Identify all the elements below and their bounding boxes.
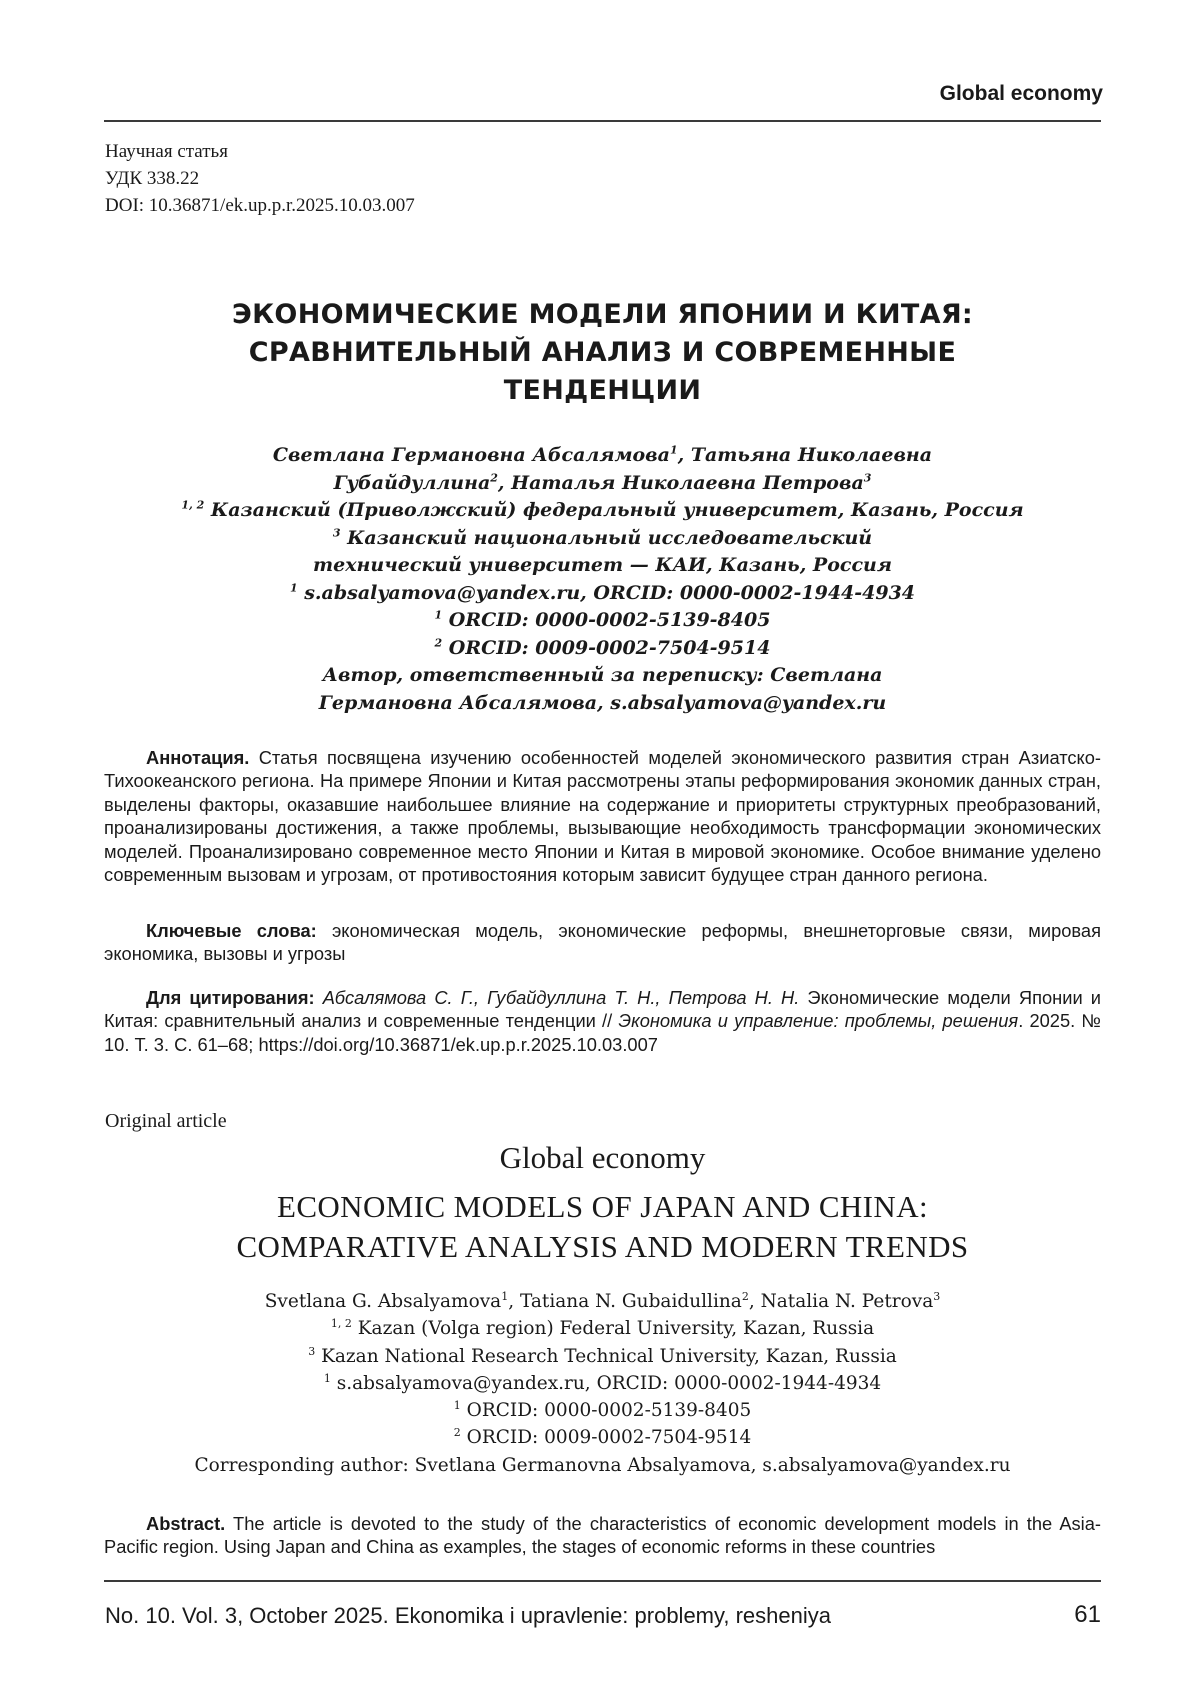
author-3-name-en: Natalia N. Petrova	[760, 1291, 934, 1312]
author-separator: ,	[677, 444, 691, 466]
citation-russian	[104, 986, 1101, 1056]
udk-code: УДК 338.22	[105, 168, 200, 189]
contact-3-sup: 2	[434, 636, 443, 650]
abstract-russian	[104, 746, 1101, 886]
running-header-section: Global economy	[939, 82, 1103, 105]
author-2-name-en: Tatiana N. Gubaidullina	[519, 1291, 742, 1312]
contact-2-text-en: ORCID: 0000-0002-5139-8405	[460, 1400, 752, 1422]
original-article-label: Original article	[105, 1110, 227, 1132]
affiliation-2-text: Казанский национальный исследовательский	[340, 526, 873, 549]
article-type: Научная статья	[105, 141, 228, 162]
footer-divider	[104, 1580, 1101, 1582]
section-english: Global economy	[499, 1140, 706, 1175]
title-en-line-2: COMPARATIVE ANALYSIS AND MODERN TRENDS	[236, 1229, 969, 1264]
abstract-en-label: Abstract.	[146, 1513, 226, 1534]
contact-2-sup-en: 1	[453, 1399, 461, 1413]
contact-3	[104, 635, 1101, 663]
cite-rest: . 2025. № 10. Т. 3. С. 61–68; https://doi.org/10.36871/ek.up.p.r.2025.10.03.007	[104, 1010, 1101, 1055]
authors-russian	[104, 442, 1101, 717]
cite-title: Экономические модели Японии и Китая: сравнительный анализ и современные тенденции //	[104, 987, 1101, 1032]
title-ru-line-3: ТЕНДЕНЦИИ	[503, 375, 702, 406]
keywords-ru-text: экономическая модель, экономические реформы, внешнеторговые связи, мировая экономика, вызовы и угрозы	[104, 920, 1101, 965]
affiliation-2-line-2: технический университет — КАИ, Казань, Россия	[313, 554, 892, 576]
authors-ru-line-1	[104, 442, 1101, 470]
contact-2-sup: 1	[434, 608, 443, 622]
contact-3-text: ORCID: 0009-0002-7504-9514	[442, 636, 771, 659]
contact-2-text: ORCID: 0000-0002-5139-8405	[442, 609, 771, 631]
header-divider	[104, 120, 1101, 122]
abstract-ru-text: Статья посвящена изучению особенностей моделей экономического развития стран Азиатско-Тихоокеанского региона. На примере Японии и Китая рассмотрены этапы реформирования экономик данных стран, выделены факторы, оказавшие наибольшее влияние на содержание и приоритеты структурных преобразований, проанализированы достижения, а также проблемы, вызывающие необходимость трансформации экономических моделей. Проанализировано современное место Японии и Китая в мировой экономике. Особое внимание уделено современным вызовам и угрозам, от противостояния которым зависит будущее стран данного региона.	[104, 747, 1101, 886]
affiliation-1-text-en: Kazan (Volga region) Federal University, Kazan, Russia	[351, 1318, 875, 1340]
title-russian	[104, 296, 1101, 410]
abstract-ru-label: Аннотация.	[146, 747, 250, 768]
cite-authors: Абсалямова С. Г., Губайдуллина Т. Н., Петрова Н. Н.	[314, 987, 800, 1008]
affiliation-2-en	[104, 1343, 1101, 1370]
author-separator-en: ,	[748, 1291, 761, 1312]
author-2-sup: 2	[490, 471, 498, 485]
author-2-sup-en: 2	[741, 1289, 749, 1303]
contact-3-text-en: ORCID: 0009-0002-7504-9514	[460, 1427, 752, 1449]
author-2-name-part1: Татьяна Николаевна	[690, 444, 933, 466]
author-2-name-part2: Губайдуллина	[333, 471, 491, 494]
corresponding-author-line-2: Германовна Абсалямова, s.absalyamova@yandex.ru	[318, 691, 887, 714]
contact-1	[104, 580, 1101, 608]
corresponding-author-en: Corresponding author: Svetlana Germanovna Absalyamova, s.absalyamova@yandex.ru	[194, 1454, 1011, 1476]
author-1-sup: 1	[669, 443, 678, 457]
author-1-name: Светлана Германовна Абсалямова	[272, 444, 670, 466]
contact-1-text: s.absalyamova@yandex.ru, ORCID: 0000-0002-1944-4934	[297, 581, 916, 604]
contact-1-en	[104, 1370, 1101, 1397]
author-separator-en: ,	[508, 1291, 520, 1312]
author-1-name-en: Svetlana G. Absalyamova	[264, 1291, 502, 1312]
affiliation-1-en	[104, 1315, 1101, 1342]
doi: DOI: 10.36871/ek.up.p.r.2025.10.03.007	[105, 195, 415, 216]
authors-english	[104, 1288, 1101, 1479]
contact-1-sup-en: 1	[323, 1371, 331, 1385]
footer-journal-info: No. 10. Vol. 3, October 2025. Ekonomika i upravlenie: problemy, resheniya	[105, 1603, 831, 1628]
affiliation-1-sup: 1, 2	[181, 498, 205, 512]
abstract-en-text: The article is devoted to the study of the characteristics of economic development models in the Asia-Pacific region. Using Japan and China as examples, the stages of economic reforms in these countries	[104, 1513, 1101, 1558]
contact-3-en	[104, 1424, 1101, 1451]
cite-journal: Экономика и управление: проблемы, решения	[618, 1010, 1019, 1032]
abstract-english	[104, 1512, 1101, 1559]
corresponding-author-line-1: Автор, ответственный за переписку: Светлана	[322, 664, 883, 686]
affiliation-2-sup: 3	[332, 526, 341, 540]
author-1-sup-en: 1	[501, 1289, 509, 1303]
affiliation-2-sup-en: 3	[308, 1344, 316, 1358]
affiliation-2-line-1	[104, 525, 1101, 553]
author-3-sup-en: 3	[933, 1289, 941, 1303]
affiliation-1-sup-en: 1, 2	[330, 1317, 352, 1331]
authors-en-line	[104, 1288, 1101, 1315]
affiliation-2-text-en: Kazan National Research Technical University, Kazan, Russia	[315, 1345, 897, 1367]
author-3-name: Наталья Николаевна Петрова	[511, 471, 864, 494]
title-english	[104, 1187, 1101, 1267]
page-number: 61	[1074, 1601, 1101, 1628]
contact-2-en	[104, 1397, 1101, 1424]
affiliation-1-text: Казанский (Приволжский) федеральный университет, Казань, Россия	[204, 499, 1024, 521]
contact-1-text-en: s.absalyamova@yandex.ru, ORCID: 0000-0002-1944-4934	[330, 1372, 882, 1394]
keywords-ru-label: Ключевые слова:	[146, 920, 317, 941]
affiliation-1	[104, 497, 1101, 525]
author-separator: ,	[497, 471, 512, 494]
contact-3-sup-en: 2	[453, 1426, 461, 1440]
title-en-line-1: ECONOMIC MODELS OF JAPAN AND CHINA:	[276, 1189, 928, 1224]
author-3-sup: 3	[863, 471, 872, 485]
keywords-russian	[104, 919, 1101, 966]
cite-label: Для цитирования:	[146, 987, 315, 1008]
contact-1-sup: 1	[289, 581, 298, 595]
title-ru-line-1: ЭКОНОМИЧЕСКИЕ МОДЕЛИ ЯПОНИИ И КИТАЯ:	[231, 299, 974, 330]
authors-ru-line-2	[104, 470, 1101, 498]
contact-2	[104, 607, 1101, 635]
title-ru-line-2: СРАВНИТЕЛЬНЫЙ АНАЛИЗ И СОВРЕМЕННЫЕ	[248, 337, 957, 368]
article-meta	[105, 138, 415, 219]
